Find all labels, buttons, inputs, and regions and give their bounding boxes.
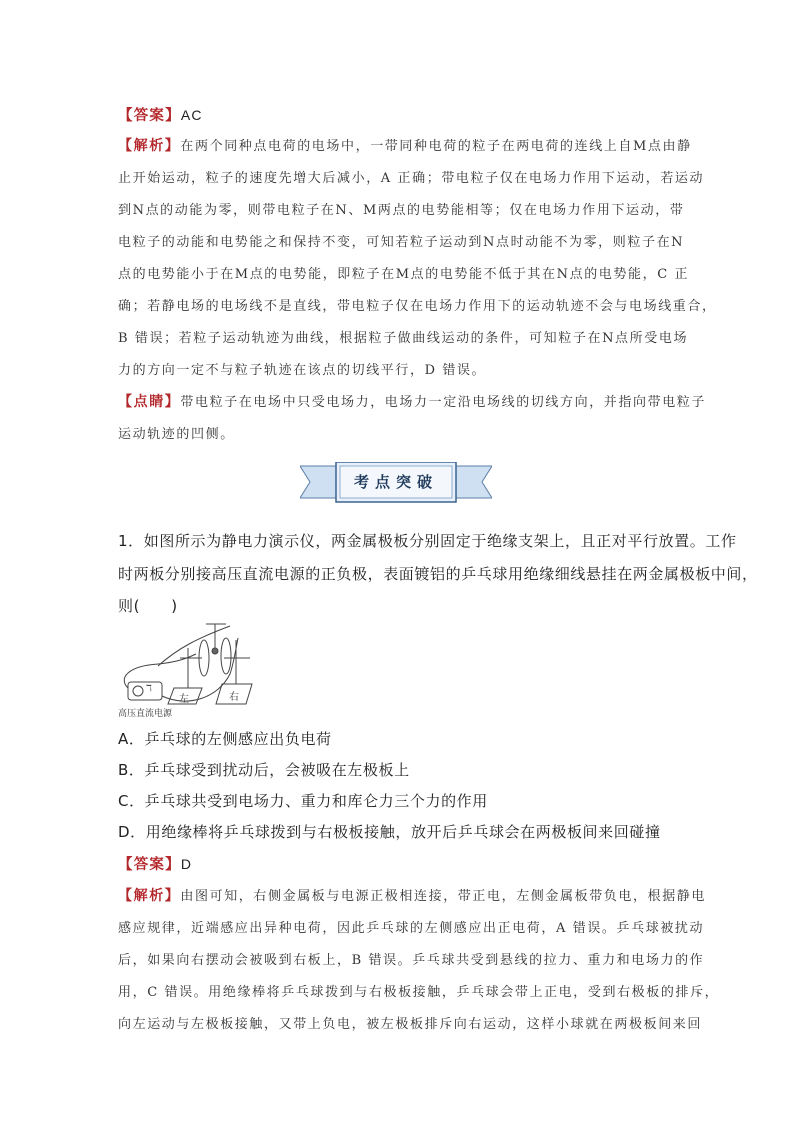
note-line — [118, 391, 706, 411]
banner-title: 考点突破 — [353, 473, 438, 491]
analysis-line: 电粒子的动能和电势能之和保持不变，可知若粒子运动到N点时动能不为零，则粒子在N — [118, 235, 685, 250]
note-text: 带电粒子在电场中只受电场力，电场力一定沿电场线的切线方向，并指向带电粒子 — [180, 395, 707, 410]
question-stem-line: 时两板分别接高压直流电源的正负极，表面镀铝的乒乓球用绝缘细线悬挂在两金属极板中间， — [118, 565, 758, 583]
analysis-line: 到N点的动能为零，则带电粒子在N、M两点的电势能相等；仅在电场力作用下运动，带 — [118, 203, 685, 218]
analysis-line: B 错误；若粒子运动轨迹为曲线，根据粒子做曲线运动的条件，可知粒子在N点所受电场 — [118, 331, 689, 346]
option-a: A．乒乓球的左侧感应出负电荷 — [118, 730, 332, 748]
left-plate-label: 左 — [179, 694, 189, 705]
analysis-line: 确；若静电场的电场线不是直线，带电粒子仅在电场力作用下的运动轨迹不会与电场线重合， — [118, 299, 717, 314]
right-plate-label: 右 — [229, 692, 239, 703]
analysis-line: 止开始运动，粒子的速度先增大后减小，A 正确；带电粒子仅在电场力作用下运动，若运动 — [118, 171, 705, 186]
power-source-label: 高压直流电源 — [118, 709, 173, 719]
option-d: D．用绝缘棒将乒乓球拨到与右极板接触，放开后乒乓球会在两极板间来回碰撞 — [118, 823, 661, 841]
answer-value: D — [180, 856, 193, 872]
dial-label: ℸ — [146, 684, 152, 694]
analysis-line: 用，C 错误。用绝缘棒将乒乓球拨到与右极板接触，乒乓球会带上正电，受到右极板的排斥， — [118, 985, 720, 1000]
analysis-line — [118, 135, 692, 155]
question-stem-line: 1．如图所示为静电力演示仪，两金属极板分别固定于绝缘支架上，且正对平行放置。工作 — [118, 532, 737, 550]
apparatus-diagram — [118, 618, 268, 720]
analysis-text: 在两个同种点电荷的电场中，一带同种电荷的粒子在两电荷的连线上自M点由静 — [180, 139, 692, 154]
answer-tag: 【答案】 — [118, 107, 181, 124]
analysis-line: 后，如果向右摆动会被吸到右板上，B 错误。乒乓球共受到悬线的拉力、重力和电场力的作 — [118, 953, 705, 968]
analysis-line: 向左运动与左极板接触，又带上负电，被左极板排斥向右运动，这样小球就在两极板间来回 — [118, 1017, 703, 1032]
section-banner — [300, 462, 492, 506]
answer-line — [118, 104, 203, 125]
option-b: B．乒乓球受到扰动后，会被吸在左极板上 — [118, 761, 410, 779]
question-stem-line: 则( ) — [118, 597, 178, 615]
analysis-tag: 【解析】 — [118, 888, 181, 904]
electrostatic-demo-figure — [118, 618, 268, 720]
analysis-line — [118, 885, 706, 905]
answer-tag: 【答案】 — [118, 856, 181, 873]
note-tag: 【点睛】 — [118, 394, 181, 410]
answer-value: AC — [180, 107, 203, 123]
answer-line — [118, 853, 192, 874]
note-line: 运动轨迹的凹侧。 — [118, 427, 235, 442]
analysis-line: 感应规律，近端感应出异种电荷，因此乒乓球的左侧感应出正电荷，A 错误。乒乓球被扰动 — [118, 921, 705, 936]
option-c: C．乒乓球共受到电场力、重力和库仑力三个力的作用 — [118, 792, 488, 810]
analysis-text: 由图可知，右侧金属板与电源正极相连接，带正电，左侧金属板带负电，根据静电 — [180, 889, 707, 904]
analysis-tag: 【解析】 — [118, 138, 181, 154]
analysis-line: 力的方向一定不与粒子轨迹在该点的切线平行，D 错误。 — [118, 363, 487, 378]
analysis-line: 点的电势能小于在M点的电势能，即粒子在M点的电势能不低于其在N点的电势能，C 正 — [118, 267, 690, 282]
